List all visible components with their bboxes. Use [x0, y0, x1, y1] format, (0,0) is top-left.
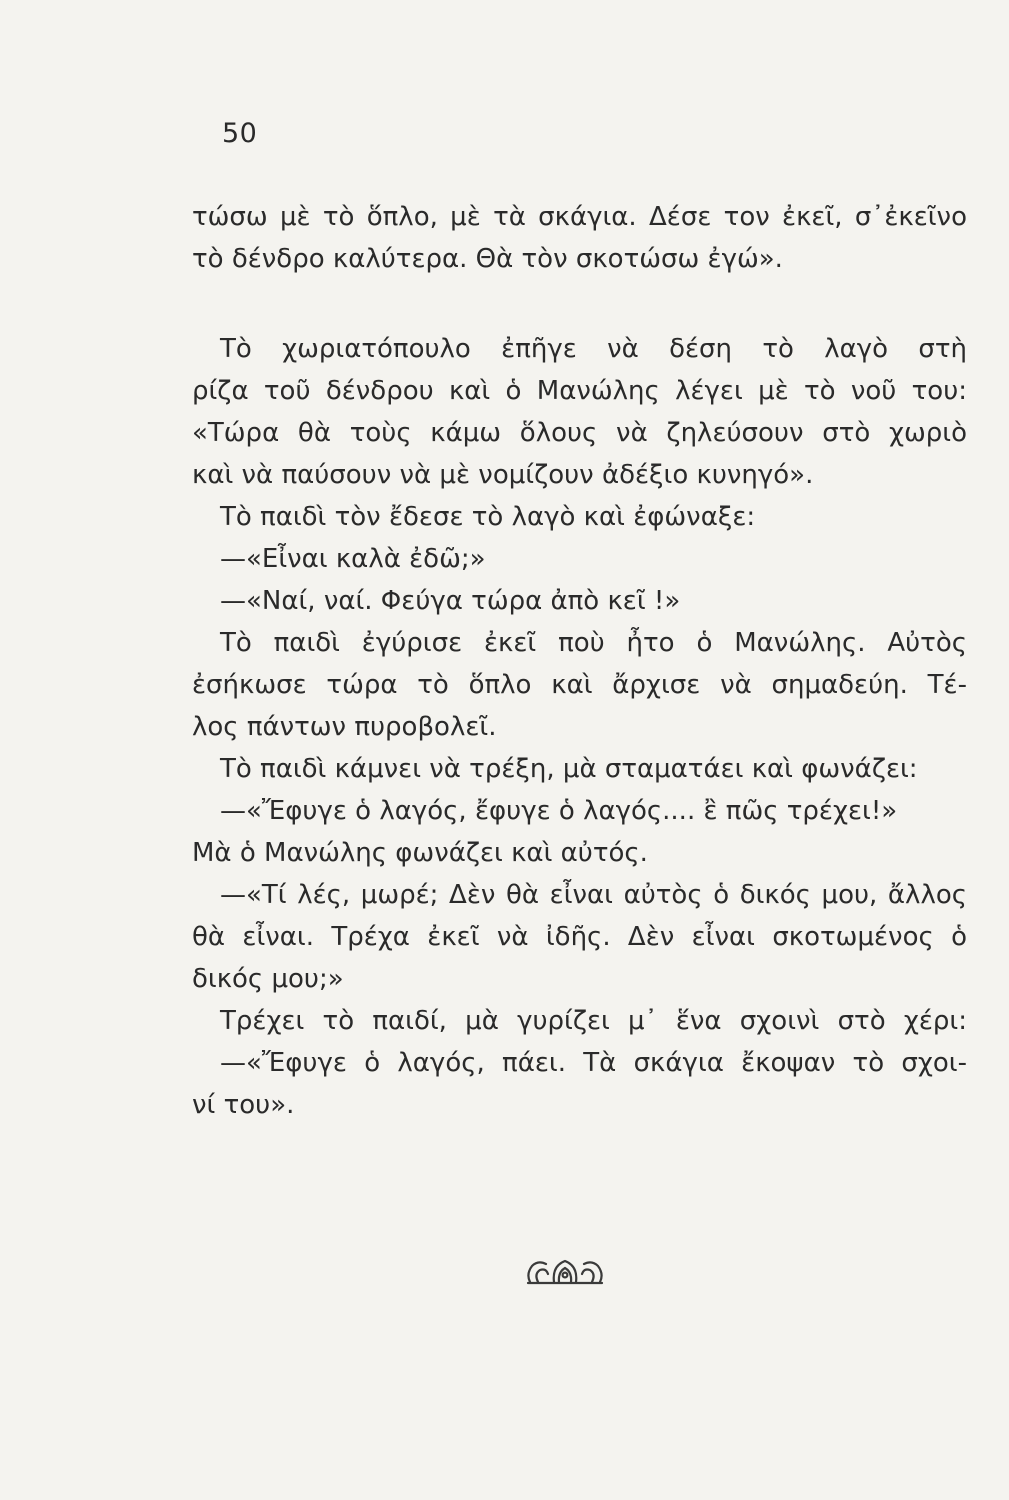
text-line: Τὸ παιδὶ ἐγύρισε ἐκεῖ ποὺ ἦτο ὁ Μανώλης. Αὐτὸς — [220, 628, 967, 658]
page-number: 50 — [222, 118, 258, 149]
text-line: —«Τί λές, μωρέ; Δὲν θὰ εἶναι αὐτὸς ὁ δικός μου, ἄλλος — [220, 880, 967, 910]
text-line: —«Ἔφυγε ὁ λαγός, ἔφυγε ὁ λαγός.... ἒ πῶς τρέχει!» — [220, 796, 898, 826]
text-line: —«Εἶναι καλὰ ἐδῶ;» — [220, 544, 486, 574]
text-line: θὰ εἶναι. Τρέχα ἐκεῖ νὰ ἰδῆς. Δὲν εἶναι σκοτωμένος ὁ — [192, 922, 967, 952]
text-line: ρίζα τοῦ δένδρου καὶ ὁ Μανώλης λέγει μὲ τὸ νοῦ του: — [192, 376, 967, 406]
text-line: «Τώρα θὰ τοὺς κάμω ὅλους νὰ ζηλεύσουν στὸ χωριὸ — [192, 418, 967, 448]
floral-ornament-icon — [524, 1256, 606, 1286]
text-line: δικός μου;» — [192, 964, 344, 994]
text-line: Τὸ παιδὶ κάμνει νὰ τρέξη, μὰ σταματάει καὶ φωνάζει: — [220, 754, 918, 784]
text-line: τώσω μὲ τὸ ὅπλο, μὲ τὰ σκάγια. Δέσε τον ἐκεῖ, σ᾽ἐκεῖνο — [192, 202, 967, 232]
text-line: Μὰ ὁ Μανώλης φωνάζει καὶ αὐτός. — [192, 838, 648, 868]
text-line: Τὸ παιδὶ τὸν ἔδεσε τὸ λαγὸ καὶ ἐφώναξε: — [220, 502, 756, 532]
text-line: νί του». — [192, 1090, 295, 1120]
text-line: Τρέχει τὸ παιδί, μὰ γυρίζει μ᾽ ἕνα σχοινὶ στὸ χέρι: — [220, 1006, 967, 1036]
text-line: —«Ναί, ναί. Φεύγα τώρα ἀπὸ κεῖ !» — [220, 586, 681, 616]
text-line: τὸ δένδρο καλύτερα. Θὰ τὸν σκοτώσω ἐγώ». — [192, 244, 783, 274]
text-line: καὶ νὰ παύσουν νὰ μὲ νομίζουν ἀδέξιο κυνηγό». — [192, 460, 814, 490]
body-text — [192, 196, 967, 1126]
paragraph-break — [192, 280, 967, 328]
text-line: —«Ἔφυγε ὁ λαγός, πάει. Τὰ σκάγια ἔκοψαν τὸ σχοι- — [220, 1048, 967, 1078]
text-line: Τὸ χωριατόπουλο ἐπῆγε νὰ δέση τὸ λαγὸ στὴ — [220, 334, 967, 364]
text-line: ἐσήκωσε τώρα τὸ ὅπλο καὶ ἄρχισε νὰ σημαδεύη. Τέ- — [192, 670, 967, 700]
text-line: λος πάντων πυροβολεῖ. — [192, 712, 497, 742]
